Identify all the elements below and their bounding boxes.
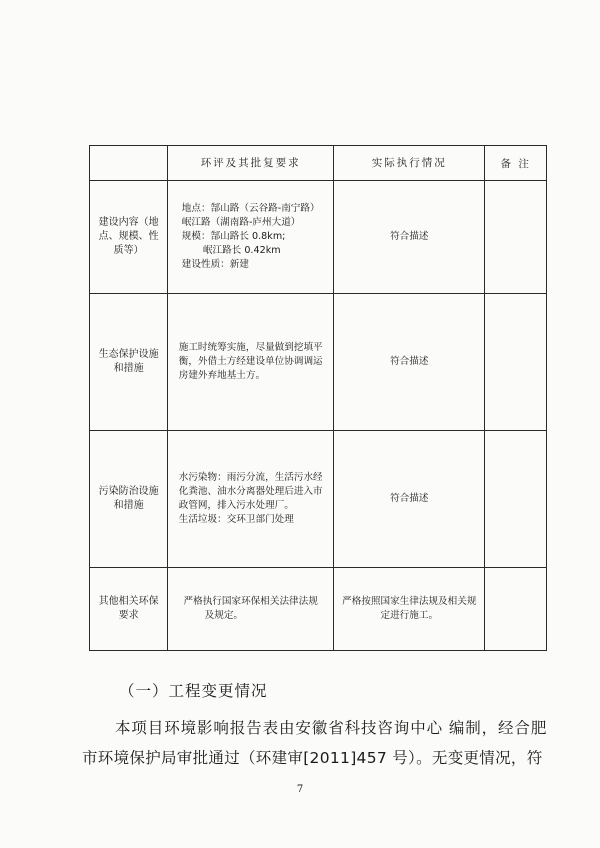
- row-actual: 符合描述: [334, 431, 485, 568]
- requirement-line: 岷江路长 0.42km: [202, 245, 281, 256]
- requirement-line: 施工时统筹实施，尽量做到挖填平: [178, 342, 323, 353]
- section-title: （一）工程变更情况: [119, 682, 268, 700]
- requirement-line: 衡，外借土方经建设单位协调调运: [178, 356, 323, 367]
- header-note: 备 注: [485, 146, 547, 181]
- requirement-line: 房建外弃地基土方。: [178, 370, 266, 381]
- requirement-line: 规模：郜山路长 0.8km;: [181, 231, 286, 242]
- table-row: [90, 294, 547, 431]
- page-number: 7: [296, 784, 304, 795]
- row-actual: 严格按照国家生律法规及相关规定进行施工。: [334, 568, 485, 651]
- table-row: [90, 568, 547, 651]
- header-requirement: 环评及其批复要求: [168, 146, 334, 181]
- requirement-line: 建设性质：新建: [181, 259, 249, 270]
- row-requirement: [168, 294, 334, 431]
- paragraph-line: 市环境保护局审批通过（环建审[2011]457 号）。无变更情况，符: [82, 749, 543, 767]
- header-actual: 实际执行情况: [334, 146, 485, 181]
- paragraph-line: 本项目环境影响报告表由安徽省科技咨询中心 编制，经合肥: [115, 719, 548, 737]
- row-category: 生态保护设施和措施: [90, 294, 168, 431]
- requirement-line: 政管网，排入污水处理厂。: [178, 500, 294, 511]
- table-row: [90, 431, 547, 568]
- row-requirement: [168, 568, 334, 651]
- row-note: [485, 294, 547, 431]
- row-actual: 符合描述: [334, 181, 485, 294]
- requirement-line: 严格执行国家环保相关法律法规: [183, 596, 318, 607]
- requirement-line: 生活垃圾：交环卫部门处理: [178, 514, 294, 525]
- requirement-line: 水污染物：雨污分流，生活污水经: [178, 472, 323, 483]
- row-note: [485, 181, 547, 294]
- requirement-line: 及规定。: [204, 610, 244, 621]
- table-header-row: [90, 146, 547, 181]
- table-row: [90, 181, 547, 294]
- requirement-line: 地点：郜山路（云谷路-南宁路）: [181, 203, 320, 214]
- review-table: [89, 145, 547, 651]
- header-category: [90, 146, 168, 181]
- row-note: [485, 431, 547, 568]
- requirement-line: 岷江路（湖南路-庐州大道）: [181, 217, 301, 228]
- row-actual: 符合描述: [334, 294, 485, 431]
- requirement-line: 化粪池、油水分离器处理后进入市: [178, 486, 323, 497]
- row-note: [485, 568, 547, 651]
- row-category: 其他相关环保要求: [90, 568, 168, 651]
- row-category: 污染防治设施和措施: [90, 431, 168, 568]
- row-requirement: [168, 181, 334, 294]
- body-paragraph: [82, 713, 562, 773]
- row-category: 建设内容（地点、规模、性质等）: [90, 181, 168, 294]
- row-requirement: [168, 431, 334, 568]
